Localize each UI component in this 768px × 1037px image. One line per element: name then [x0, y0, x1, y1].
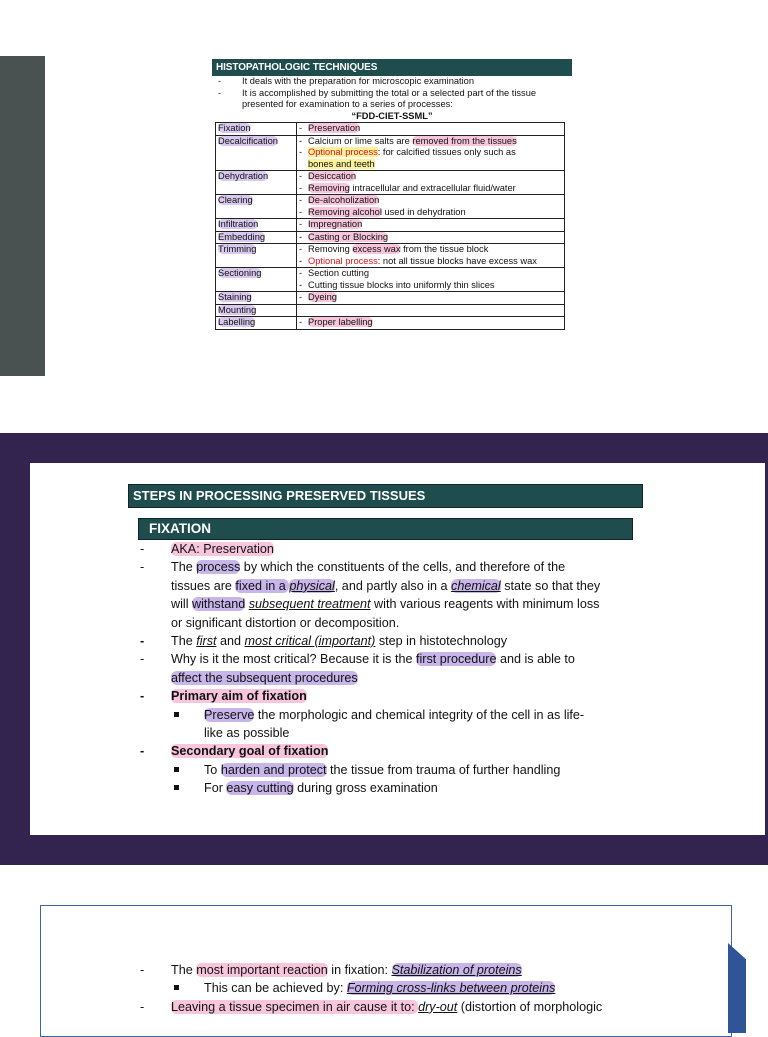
table-row: Fixation - Preservation — [216, 123, 565, 136]
section-header: HISTOPATHOLOGIC TECHNIQUES — [212, 59, 572, 76]
list-item: - Why is it the most critical? Because it is the first procedure and is able to affect the subsequent procedures — [140, 652, 575, 685]
slide-card — [30, 463, 765, 835]
list-item: - The first and most critical (important) step in histotechnology — [140, 634, 507, 649]
list-item: - AKA: Preservation — [140, 542, 274, 556]
step-name: Fixation — [218, 123, 251, 133]
bullet-continuation: presented for examination to a series of processes: — [242, 99, 453, 109]
table-row: Staining - Dyeing — [216, 292, 565, 305]
mnemonic: “FDD-CIET-SSML” — [351, 110, 433, 121]
slide-corner-tab — [728, 943, 746, 1033]
step-name: Sectioning — [218, 268, 262, 278]
step-name: Mounting — [218, 304, 257, 315]
sub-list-item: Preserve the morphologic and chemical integrity of the cell in as life- like as possible — [128, 706, 643, 743]
step-name: Infiltration — [218, 219, 259, 229]
bullet-item: - It deals with the preparation for microscopic examination — [218, 76, 475, 86]
step-name: Labelling — [218, 317, 256, 327]
section-header: STEPS IN PROCESSING PRESERVED TISSUES — [128, 484, 643, 508]
step-name: Decalcification — [218, 135, 278, 146]
table-row: Sectioning - Section cutting - Cutting tissue blocks into uniformly thin slices — [216, 268, 565, 292]
step-name: Embedding — [218, 231, 266, 242]
document-excerpt — [212, 59, 572, 330]
table-row: Decalcification - Calcium or lime salts are removed from the tissues - Optional process: for calcified tissues only such as bones and teeth — [216, 135, 565, 171]
table-row — [216, 304, 565, 317]
slide-sidebar-bar — [0, 56, 45, 376]
step-name: Clearing — [218, 195, 253, 205]
list-item: - Primary aim of fixation — [140, 689, 307, 704]
list-item: - The most important reaction in fixation: Stabilization of proteins — [140, 963, 522, 977]
document-excerpt — [128, 484, 643, 798]
list-item: - Leaving a tissue specimen in air cause it to: dry-out (distortion of morphologic — [140, 999, 603, 1014]
list-item: - The process by which the constituents of the cells, and therefore of the tissues are fixed in a physical, and partly also in a chemical state so that they will withstand subsequent treatment with various reagents with minimum loss or significant distortion or decomposition. — [140, 560, 601, 630]
table-row: Dehydration - Desiccation - Removing intracellular and extracellular fluid/water — [216, 171, 565, 195]
step-name: Trimming — [218, 244, 257, 254]
step-name: Staining — [218, 292, 252, 302]
table-row: Trimming - Removing excess wax from the tissue block - Optional process: not all tissue blocks have excess wax — [216, 244, 565, 268]
table-row: Labelling - Proper labelling — [216, 317, 565, 330]
list-item: - Secondary goal of fixation — [140, 744, 329, 759]
slide-histopathologic-techniques — [0, 0, 768, 410]
processing-steps-table — [215, 122, 565, 330]
document-excerpt — [128, 961, 668, 1016]
step-description: Preservation — [308, 123, 361, 133]
slide-fixation-continued — [0, 865, 768, 1024]
table-row: Clearing - De-alcoholization - Removing alcohol used in dehydration — [216, 195, 565, 219]
sub-list-item: To harden and protect the tissue from trauma of further handling — [128, 761, 643, 779]
table-row: Infiltration - Impregnation — [216, 219, 565, 232]
sub-list-item: For easy cutting during gross examination — [128, 779, 643, 797]
subsection-header: FIXATION — [138, 518, 633, 540]
table-row: Embedding - Casting or Blocking — [216, 231, 565, 244]
bullet-item: - It is accomplished by submitting the total or a selected part of the tissue — [218, 87, 537, 98]
sub-list-item: This can be achieved by: Forming cross-links between proteins — [128, 979, 668, 997]
slide-fixation — [0, 433, 768, 865]
step-name: Dehydration — [218, 171, 269, 181]
